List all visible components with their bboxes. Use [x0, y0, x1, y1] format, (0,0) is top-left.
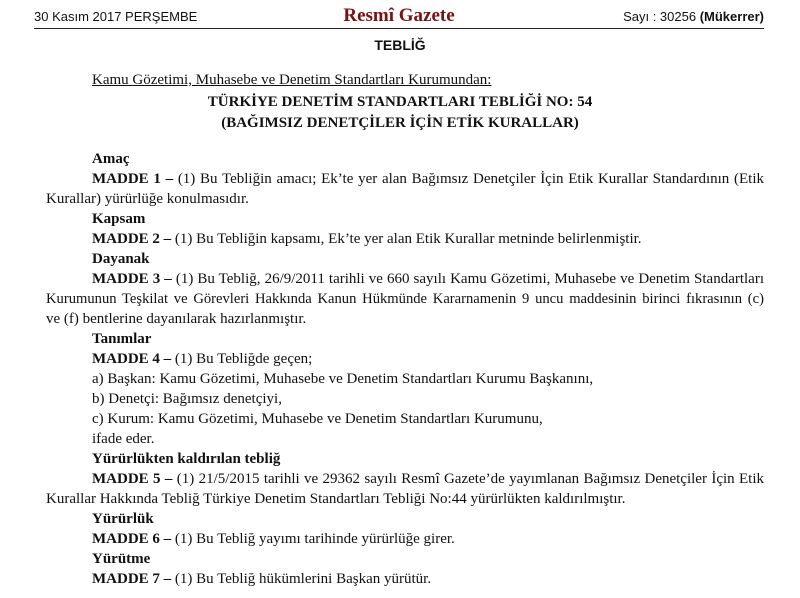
- section-heading-yururlukten: Yürürlükten kaldırılan tebliğ: [92, 451, 281, 467]
- madde-4-line1: MADDE 4 – (1) Bu Tebliğde geçen;: [92, 351, 313, 367]
- issuer-line: Kamu Gözetimi, Muhasebe ve Denetim Standartları Kurumundan:: [92, 72, 492, 88]
- document-type: TEBLİĞ: [374, 37, 426, 53]
- section-heading-yurutme: Yürütme: [92, 551, 151, 567]
- madde-3-line1: MADDE 3 – (1) Bu Tebliğ, 26/9/2011 tarihli ve 660 sayılı Kamu Gözetimi, Muhasebe ve Denetim Standartları: [92, 271, 764, 287]
- section-heading-dayanak: Dayanak: [92, 251, 150, 267]
- issue-prefix: Sayı : 30256: [623, 9, 697, 24]
- madde-5-line1: MADDE 5 – (1) 21/5/2015 tarihli ve 29362 sayılı Resmî Gazete’de yayımlanan Bağımsız Denetçiler İçin Etik: [92, 471, 765, 487]
- madde-1-label: MADDE 1 –: [92, 171, 174, 187]
- madde-2-label: MADDE 2 –: [92, 231, 172, 247]
- madde-6-line1: MADDE 6 – (1) Bu Tebliğ yayımı tarihinde yürürlüğe girer.: [92, 531, 455, 547]
- madde-4-closing: ifade eder.: [92, 431, 155, 447]
- issue-suffix: (Mükerrer): [699, 9, 764, 24]
- section-heading-tanimlar: Tanımlar: [92, 331, 152, 347]
- document-title-line1: TÜRKİYE DENETİM STANDARTLARI TEBLİĞİ NO: 54: [207, 94, 593, 110]
- madde-7-line1: MADDE 7 – (1) Bu Tebliğ hükümlerini Başkan yürütür.: [92, 571, 432, 587]
- madde-3-line3: ve (f) bentlerine dayanılarak hazırlanmıştır.: [46, 311, 307, 327]
- madde-1-line1: MADDE 1 – (1) Bu Tebliğin amacı; Ek’te yer alan Bağımsız Denetçiler İçin Etik Kurallar Standardının (Etik: [92, 171, 764, 187]
- publication-title: Resmî Gazete: [343, 5, 455, 26]
- madde-3-label: MADDE 3 –: [92, 271, 172, 287]
- madde-7-label: MADDE 7 –: [92, 571, 172, 587]
- madde-4-item-c: c) Kurum: Kamu Gözetimi, Muhasebe ve Denetim Standartları Kurumunu,: [92, 411, 543, 427]
- madde-2-line1: MADDE 2 – (1) Bu Tebliğin kapsamı, Ek’te yer alan Etik Kurallar metninde belirlenmiştir.: [92, 231, 642, 247]
- madde-5-line2: Kurallar Hakkında Tebliğ Türkiye Denetim Standartları Tebliği No:44 yürürlükten kaldırılmıştır.: [46, 491, 626, 507]
- section-heading-yururluk: Yürürlük: [92, 511, 154, 527]
- issue-number: [623, 9, 764, 24]
- header-date: 30 Kasım 2017 PERŞEMBE: [34, 9, 198, 24]
- section-heading-amac: Amaç: [92, 151, 130, 167]
- document-title-line2: (BAĞIMSIZ DENETÇİLER İÇİN ETİK KURALLAR): [221, 115, 579, 131]
- madde-6-label: MADDE 6 –: [92, 531, 172, 547]
- madde-4-label: MADDE 4 –: [92, 351, 172, 367]
- madde-3-line2: Kurumunun Teşkilat ve Görevleri Hakkında Kanun Hükmünde Kararnamenin 9 uncu maddesinin birinci fıkrasının (c): [46, 291, 764, 307]
- madde-4-item-b: b) Denetçi: Bağımsız denetçiyi,: [92, 391, 282, 407]
- gazette-header: [34, 6, 764, 29]
- section-heading-kapsam: Kapsam: [92, 211, 146, 227]
- madde-4-item-a: a) Başkan: Kamu Gözetimi, Muhasebe ve Denetim Standartları Kurumu Başkanını,: [92, 371, 594, 387]
- madde-5-label: MADDE 5 –: [92, 471, 173, 487]
- madde-1-line2: Kurallar) yürürlüğe konulmasıdır.: [46, 191, 249, 207]
